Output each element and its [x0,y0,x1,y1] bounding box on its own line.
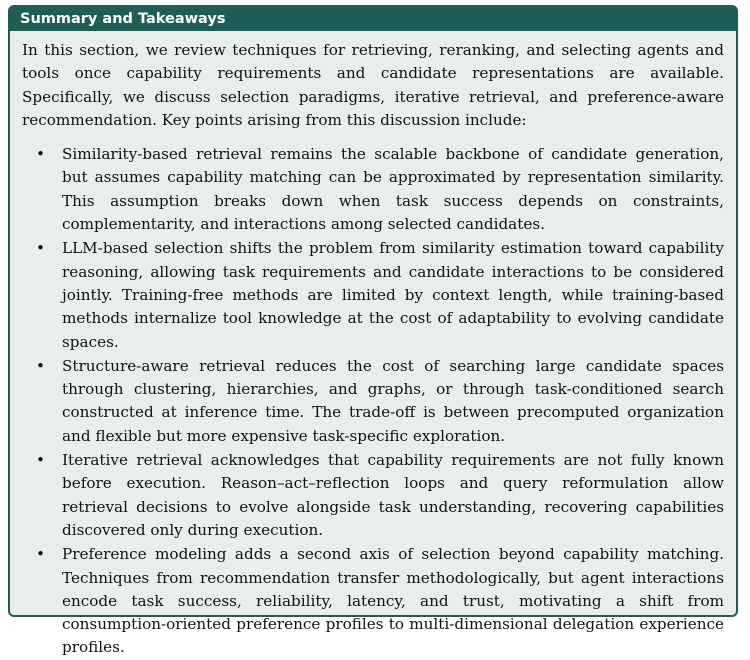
list-item-text: Similarity-based retrieval remains the scalable backbone of candidate generation, but assumes capability matching can be approximated by representation similarity. This assumption breaks down when task success depends on constraints, complementarity, and interactions among selected candidates. [62,145,724,234]
box-title: Summary and Takeaways [10,7,736,31]
box-body [10,31,736,660]
list-item [22,237,724,353]
list-item [22,143,724,236]
list-item [22,449,724,542]
list-item-text: Preference modeling adds a second axis of selection beyond capability matching. Techniques from recommendation transfer methodologically, but agent interactions encode task success, reliability, latency, and trust, motivating a shift from consumption-oriented preference profiles to multi-dimensional delegation experience profiles. [62,545,724,657]
bullet-icon: • [36,545,45,564]
list-item [22,355,724,448]
list-item [22,543,724,659]
bullet-icon: • [36,356,45,375]
list-item-text: Structure-aware retrieval reduces the cost of searching large candidate spaces through clustering, hierarchies, and graphs, or through task-conditioned search constructed at inference time. The trade-off is between precomputed organization and flexible but more expensive task-specific exploration. [62,356,724,445]
list-item-text: LLM-based selection shifts the problem from similarity estimation toward capability reasoning, allowing task requirements and candidate interactions to be considered jointly. Training-free methods are limited by context length, while training-based methods internalize tool knowledge at the cost of adaptability to evolving candidate spaces. [62,239,724,351]
intro-paragraph: In this section, we review techniques for retrieving, reranking, and selecting agents and tools once capability requirements and candidate representations are available. Specifically, we discuss selection paradigms, iterative retrieval, and preference-aware recommendation. Key points arising from this discussion include: [22,41,724,129]
bullet-icon: • [36,239,45,258]
bullet-icon: • [36,145,45,164]
list-item-text: Iterative retrieval acknowledges that capability requirements are not fully known before execution. Reason–act–reflection loops and query reformulation allow retrieval decisions to evolve alongside task understanding, recovering capabilities discovered only during execution. [62,451,724,539]
key-points-list [22,143,724,660]
summary-box [8,5,738,657]
bullet-icon: • [36,451,45,470]
